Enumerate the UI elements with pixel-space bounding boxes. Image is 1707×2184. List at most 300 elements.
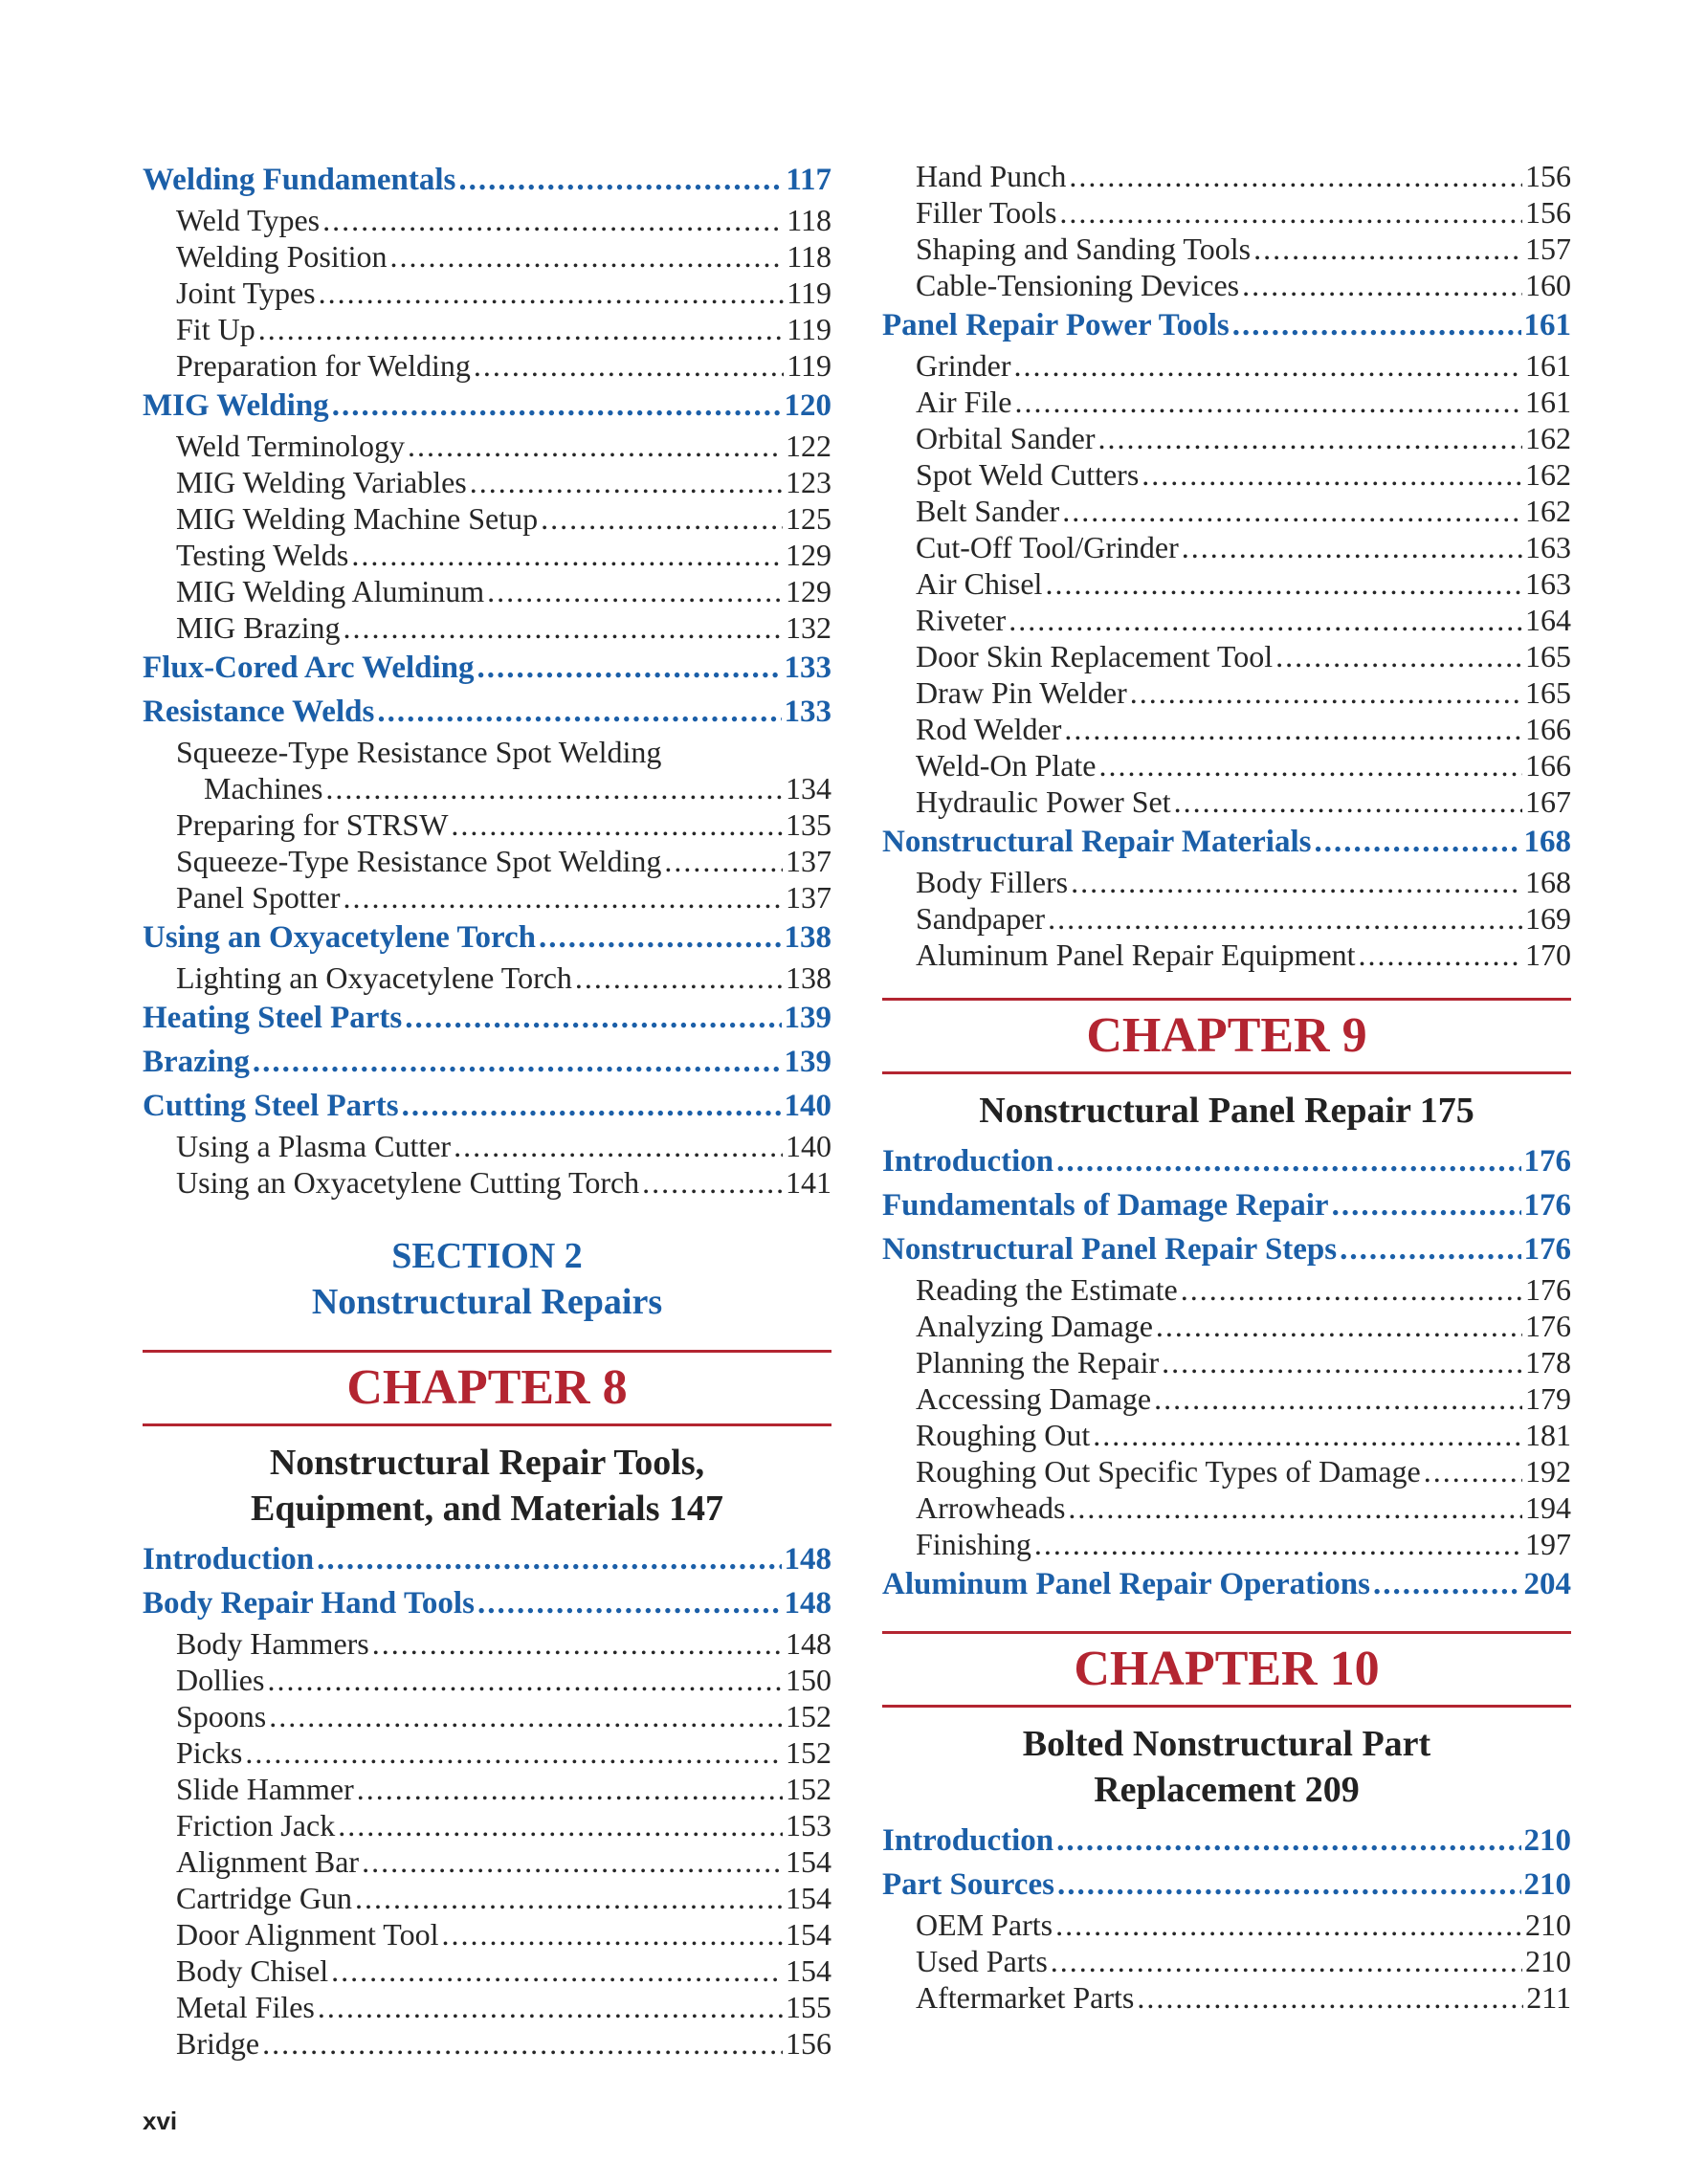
toc-entry-page: 152 xyxy=(786,1772,831,1806)
toc-entry-page: 118 xyxy=(787,239,831,274)
toc-entry-title: Used Parts xyxy=(916,1944,1048,1978)
chapter-label: CHAPTER 10 xyxy=(1074,1642,1380,1696)
toc-entry-page: 162 xyxy=(1525,457,1571,492)
toc-list xyxy=(882,1819,1571,2016)
toc-entry-title: Using an Oxyacetylene Torch xyxy=(143,920,537,955)
toc-entry[interactable] xyxy=(882,1344,1571,1380)
toc-entry-page: 133 xyxy=(784,695,831,729)
toc-entry-page: 164 xyxy=(1525,603,1571,637)
dot-leader xyxy=(470,464,783,500)
dot-leader xyxy=(1232,303,1521,347)
toc-entry[interactable] xyxy=(882,900,1571,937)
dot-leader xyxy=(1056,1139,1520,1183)
toc-entry-page: 135 xyxy=(786,807,831,842)
toc-entry-page: 168 xyxy=(1525,865,1571,899)
toc-entry-page: 134 xyxy=(786,771,831,805)
toc-entry-title: Riveter xyxy=(916,603,1007,637)
toc-right-column xyxy=(882,158,1571,2016)
toc-entry-title: Resistance Welds xyxy=(143,695,375,729)
dot-leader xyxy=(319,275,785,311)
toc-entry[interactable] xyxy=(882,267,1571,303)
dot-leader xyxy=(338,1807,783,1843)
toc-entry-title: Using an Oxyacetylene Cutting Torch xyxy=(176,1165,640,1200)
dot-leader xyxy=(442,1916,784,1952)
toc-entry-title: Welding Position xyxy=(176,239,388,274)
toc-entry[interactable] xyxy=(143,2025,831,2062)
toc-entry-title: Cutting Steel Parts xyxy=(143,1089,399,1123)
dot-leader xyxy=(458,158,783,202)
dot-leader xyxy=(1242,267,1522,303)
dot-leader xyxy=(1358,937,1522,973)
dot-leader xyxy=(1068,1489,1522,1526)
toc-entry-page: 148 xyxy=(784,1542,831,1577)
toc-entry-page: 120 xyxy=(784,388,831,423)
chapter-title-line: Nonstructural Panel Repair 175 xyxy=(979,1091,1474,1131)
toc-entry-title: Air Chisel xyxy=(916,566,1043,601)
toc-entry-page: 162 xyxy=(1525,494,1571,528)
chapter-rule-bottom xyxy=(882,1071,1571,1074)
toc-entry-title: Body Chisel xyxy=(176,1953,329,1988)
chapter-rule-bottom xyxy=(882,1705,1571,1708)
toc-entry-page: 210 xyxy=(1525,1944,1571,1978)
toc-entry[interactable] xyxy=(143,1662,831,1698)
toc-heading-entry[interactable] xyxy=(882,1227,1571,1271)
toc-entry-page: 156 xyxy=(786,2026,831,2061)
dot-leader xyxy=(1253,231,1522,267)
toc-heading-entry[interactable] xyxy=(143,1537,831,1581)
toc-heading-entry[interactable] xyxy=(882,1183,1571,1227)
toc-entry-page: 178 xyxy=(1525,1345,1571,1379)
toc-entry-wrapped[interactable] xyxy=(143,734,831,806)
toc-entry[interactable] xyxy=(882,231,1571,267)
toc-entry-page: 165 xyxy=(1525,639,1571,673)
toc-entry-title: Weld Types xyxy=(176,203,321,237)
dot-leader xyxy=(1056,1819,1520,1863)
toc-entry[interactable] xyxy=(143,311,831,347)
toc-entry-title: Cut-Off Tool/Grinder xyxy=(916,530,1179,564)
toc-heading-entry[interactable] xyxy=(143,158,831,202)
dot-leader xyxy=(355,1880,783,1916)
page-number: xvi xyxy=(143,2107,178,2135)
toc-entry-title: Fit Up xyxy=(176,312,255,346)
toc-heading-entry[interactable] xyxy=(143,996,831,1040)
toc-entry[interactable] xyxy=(143,347,831,384)
toc-entry-page: 162 xyxy=(1525,421,1571,455)
toc-entry-title: Squeeze-Type Resistance Spot Welding xyxy=(176,844,662,878)
toc-entry[interactable] xyxy=(143,537,831,573)
toc-list xyxy=(882,1139,1571,1606)
toc-entry-title: Spoons xyxy=(176,1699,267,1733)
toc-entry-page: 181 xyxy=(1525,1418,1571,1452)
toc-entry-page: 152 xyxy=(786,1735,831,1770)
toc-entry[interactable] xyxy=(143,1625,831,1662)
toc-entry-page: 122 xyxy=(786,429,831,463)
toc-entry-title: MIG Brazing xyxy=(176,610,341,645)
toc-entry[interactable] xyxy=(143,879,831,916)
dot-leader xyxy=(451,806,783,843)
toc-heading-entry[interactable] xyxy=(882,1819,1571,1863)
toc-entry-page: 210 xyxy=(1523,1823,1571,1858)
toc-entry-page: 192 xyxy=(1525,1454,1571,1489)
section-title: Nonstructural Repairs xyxy=(311,1282,663,1322)
toc-entry-title: Spot Weld Cutters xyxy=(916,457,1140,492)
dot-leader xyxy=(344,879,783,916)
dot-leader xyxy=(1142,456,1522,493)
toc-entry-title: Roughing Out Specific Types of Damage xyxy=(916,1454,1421,1489)
section-heading xyxy=(143,1233,831,1325)
dot-leader xyxy=(1181,1271,1522,1308)
toc-entry-page: 139 xyxy=(784,1001,831,1035)
toc-entry-title: Introduction xyxy=(882,1823,1054,1858)
toc-entry[interactable] xyxy=(882,420,1571,456)
toc-entry-page: 176 xyxy=(1523,1144,1571,1179)
toc-entry-title: Alignment Bar xyxy=(176,1844,360,1879)
toc-entry-title: Bridge xyxy=(176,2026,260,2061)
toc-entry[interactable] xyxy=(143,1916,831,1952)
toc-entry[interactable] xyxy=(882,1380,1571,1417)
toc-entry-title: Door Alignment Tool xyxy=(176,1917,439,1952)
toc-entry[interactable] xyxy=(143,843,831,879)
dot-leader xyxy=(1059,194,1522,231)
chapter-label: CHAPTER 9 xyxy=(1086,1008,1367,1063)
dot-leader xyxy=(253,1040,782,1084)
toc-entry-page: 119 xyxy=(787,348,831,383)
toc-heading-entry[interactable] xyxy=(882,1863,1571,1907)
toc-entry-title: Aftermarket Parts xyxy=(916,1980,1135,2015)
dot-leader xyxy=(1093,1417,1522,1453)
toc-entry[interactable] xyxy=(143,609,831,646)
toc-entry[interactable] xyxy=(143,1164,831,1201)
toc-entry-title: Nonstructural Panel Repair Steps xyxy=(882,1232,1338,1267)
dot-leader xyxy=(377,690,781,734)
toc-heading-entry[interactable] xyxy=(143,690,831,734)
toc-entry-title: Fundamentals of Damage Repair xyxy=(882,1188,1329,1223)
toc-entry[interactable] xyxy=(143,202,831,238)
toc-heading-entry[interactable] xyxy=(882,1139,1571,1183)
dot-leader xyxy=(1051,1943,1522,1979)
toc-entry-title: Picks xyxy=(176,1735,243,1770)
toc-entry[interactable] xyxy=(143,960,831,996)
toc-entry-page: 163 xyxy=(1525,566,1571,601)
toc-entry-title: Nonstructural Repair Materials xyxy=(882,825,1312,859)
dot-leader xyxy=(1062,493,1522,529)
toc-entry-page: 154 xyxy=(786,1881,831,1915)
chapter-title-line: Replacement 209 xyxy=(1094,1770,1360,1810)
toc-entry-title: Air File xyxy=(916,385,1012,419)
dot-leader xyxy=(1156,1308,1522,1344)
dot-leader xyxy=(1340,1227,1520,1271)
toc-entry-page: 150 xyxy=(786,1663,831,1697)
dot-leader xyxy=(477,1581,782,1625)
toc-entry-page: 129 xyxy=(786,538,831,572)
chapter-9-header xyxy=(882,998,1571,1074)
toc-entry-title: Panel Repair Power Tools xyxy=(882,308,1230,342)
dot-leader xyxy=(1048,900,1522,937)
dot-leader xyxy=(331,1952,783,1989)
chapter-8-header xyxy=(143,1350,831,1426)
toc-entry[interactable] xyxy=(143,464,831,500)
toc-entry[interactable] xyxy=(143,573,831,609)
dot-leader xyxy=(1332,1183,1521,1227)
dot-leader xyxy=(1182,529,1522,565)
dot-leader xyxy=(575,960,783,996)
toc-entry[interactable] xyxy=(143,806,831,843)
toc-entry[interactable] xyxy=(143,1734,831,1771)
toc-entry[interactable] xyxy=(882,711,1571,747)
dot-leader xyxy=(664,843,783,879)
toc-entry[interactable] xyxy=(882,602,1571,638)
dot-leader xyxy=(477,646,782,690)
toc-entry-title: Squeeze-Type Resistance Spot Welding xyxy=(176,735,662,769)
toc-entry-page: 141 xyxy=(786,1165,831,1200)
toc-heading-entry[interactable] xyxy=(143,646,831,690)
toc-heading-entry[interactable] xyxy=(143,384,831,428)
toc-entry-title: Door Skin Replacement Tool xyxy=(916,639,1274,673)
dot-leader xyxy=(390,238,785,275)
toc-entry-page: 163 xyxy=(1525,530,1571,564)
chapter-10-header xyxy=(882,1631,1571,1708)
dot-leader xyxy=(262,2025,783,2062)
toc-entry-page: 140 xyxy=(784,1089,831,1123)
toc-entry-page: 166 xyxy=(1525,748,1571,783)
toc-entry-title: Finishing xyxy=(916,1527,1031,1561)
toc-entry[interactable] xyxy=(882,1417,1571,1453)
toc-entry-page: 123 xyxy=(786,465,831,499)
toc-entry[interactable] xyxy=(143,1698,831,1734)
toc-entry-page: 125 xyxy=(786,501,831,536)
toc-entry[interactable] xyxy=(882,158,1571,194)
dot-leader xyxy=(408,428,783,464)
toc-entry-page: 160 xyxy=(1525,268,1571,302)
dot-leader xyxy=(258,311,785,347)
toc-entry-page: 153 xyxy=(786,1808,831,1842)
toc-entry-page: 118 xyxy=(787,203,831,237)
toc-entry[interactable] xyxy=(143,1128,831,1164)
toc-entry-page: 156 xyxy=(1525,195,1571,230)
toc-entry-page: 169 xyxy=(1525,901,1571,936)
toc-entry-title: Dollies xyxy=(176,1663,265,1697)
toc-entry[interactable] xyxy=(882,194,1571,231)
toc-entry-title-cont: Machines xyxy=(204,771,323,805)
dot-leader xyxy=(317,1537,781,1581)
toc-heading-entry[interactable] xyxy=(882,303,1571,347)
dot-leader xyxy=(454,1128,783,1164)
toc-entry-title: Introduction xyxy=(882,1144,1054,1179)
dot-leader xyxy=(474,347,784,384)
toc-entry-page: 140 xyxy=(786,1129,831,1163)
dot-leader xyxy=(1045,565,1522,602)
dot-leader xyxy=(1009,602,1522,638)
toc-entry[interactable] xyxy=(143,275,831,311)
toc-entry-page: 176 xyxy=(1525,1309,1571,1343)
toc-entry[interactable] xyxy=(882,1907,1571,1943)
toc-entry-page: 129 xyxy=(786,574,831,608)
toc-heading-entry[interactable] xyxy=(143,1581,831,1625)
toc-entry[interactable] xyxy=(882,1943,1571,1979)
toc-entry-title: Filler Tools xyxy=(916,195,1057,230)
toc-entry-page: 204 xyxy=(1523,1567,1571,1601)
toc-entry[interactable] xyxy=(882,1979,1571,2016)
toc-heading-entry[interactable] xyxy=(143,1084,831,1128)
toc-entry[interactable] xyxy=(882,529,1571,565)
toc-entry-title: Using a Plasma Cutter xyxy=(176,1129,452,1163)
toc-entry-title: Brazing xyxy=(143,1045,250,1079)
dot-leader xyxy=(245,1734,783,1771)
toc-entry-title: Preparing for STRSW xyxy=(176,807,449,842)
dot-leader xyxy=(1014,384,1522,420)
toc-entry-page: 157 xyxy=(1525,232,1571,266)
toc-entry-title: Cable-Tensioning Devices xyxy=(916,268,1240,302)
toc-entry[interactable] xyxy=(882,638,1571,674)
toc-entry-title: Roughing Out xyxy=(916,1418,1091,1452)
dot-leader xyxy=(372,1625,783,1662)
toc-entry-title: Weld Terminology xyxy=(176,429,405,463)
toc-entry-title: OEM Parts xyxy=(916,1908,1053,1942)
dot-leader xyxy=(325,770,783,806)
toc-entry[interactable] xyxy=(882,1308,1571,1344)
dot-leader xyxy=(1154,1380,1522,1417)
toc-entry[interactable] xyxy=(882,1453,1571,1489)
toc-entry-title: MIG Welding Machine Setup xyxy=(176,501,539,536)
toc-entry-title: Weld-On Plate xyxy=(916,748,1097,783)
dot-leader xyxy=(1098,747,1522,783)
toc-entry-page: 154 xyxy=(786,1917,831,1952)
toc-entry-page: 138 xyxy=(784,920,831,955)
toc-entry-title: Analyzing Damage xyxy=(916,1309,1153,1343)
dot-leader xyxy=(1055,1907,1522,1943)
toc-entry-title: MIG Welding Aluminum xyxy=(176,574,485,608)
toc-entry[interactable] xyxy=(882,384,1571,420)
dot-leader xyxy=(487,573,783,609)
toc-entry-title: Aluminum Panel Repair Equipment xyxy=(916,938,1356,972)
toc-entry[interactable] xyxy=(143,1952,831,1989)
toc-entry[interactable] xyxy=(143,1843,831,1880)
toc-list xyxy=(882,158,1571,973)
toc-entry[interactable] xyxy=(882,493,1571,529)
toc-entry-page: 155 xyxy=(786,1990,831,2024)
toc-heading-entry[interactable] xyxy=(143,1040,831,1084)
toc-entry[interactable] xyxy=(882,747,1571,783)
toc-entry-title: Flux-Cored Arc Welding xyxy=(143,651,475,685)
toc-entry-title: Heating Steel Parts xyxy=(143,1001,403,1035)
toc-entry[interactable] xyxy=(882,565,1571,602)
toc-entry-title: Slide Hammer xyxy=(176,1772,354,1806)
toc-entry-title: Grinder xyxy=(916,348,1011,383)
toc-entry[interactable] xyxy=(143,1771,831,1807)
dot-leader xyxy=(344,609,783,646)
toc-heading-entry[interactable] xyxy=(882,1562,1571,1606)
toc-entry-page: 161 xyxy=(1525,348,1571,383)
dot-leader xyxy=(1162,1344,1522,1380)
dot-leader xyxy=(1424,1453,1522,1489)
toc-entry-title: Lighting an Oxyacetylene Torch xyxy=(176,960,572,995)
dot-leader xyxy=(1034,1526,1522,1562)
toc-entry[interactable] xyxy=(882,783,1571,820)
toc-entry-page: 161 xyxy=(1523,308,1571,342)
toc-entry-title: Planning the Repair xyxy=(916,1345,1160,1379)
dot-leader xyxy=(1057,1863,1521,1907)
toc-entry-page: 179 xyxy=(1525,1381,1571,1416)
chapter-title-line: Bolted Nonstructural Part xyxy=(1022,1724,1431,1764)
toc-entry[interactable] xyxy=(143,1807,831,1843)
toc-entry-page: 117 xyxy=(786,163,831,197)
toc-entry-page: 148 xyxy=(786,1626,831,1661)
chapter-title-line: Nonstructural Repair Tools, xyxy=(269,1443,705,1483)
toc-entry-page: 194 xyxy=(1525,1490,1571,1525)
toc-entry[interactable] xyxy=(882,674,1571,711)
toc-entry[interactable] xyxy=(882,864,1571,900)
toc-entry-title: Welding Fundamentals xyxy=(143,163,456,197)
toc-entry[interactable] xyxy=(143,1989,831,2025)
toc-entry-title: Aluminum Panel Repair Operations xyxy=(882,1567,1371,1601)
toc-entry[interactable] xyxy=(143,1880,831,1916)
toc-entry-title: Body Hammers xyxy=(176,1626,369,1661)
dot-leader xyxy=(267,1662,783,1698)
toc-entry-title: Rod Welder xyxy=(916,712,1062,746)
toc-entry-page: 148 xyxy=(784,1586,831,1621)
toc-entry-page: 166 xyxy=(1525,712,1571,746)
toc-entry[interactable] xyxy=(143,500,831,537)
toc-entry-title: Joint Types xyxy=(176,276,316,310)
toc-entry[interactable] xyxy=(143,428,831,464)
dot-leader xyxy=(332,384,782,428)
toc-entry-page: 137 xyxy=(786,844,831,878)
toc-entry-title: MIG Welding Variables xyxy=(176,465,467,499)
toc-entry-page: 197 xyxy=(1525,1527,1571,1561)
toc-entry[interactable] xyxy=(143,238,831,275)
toc-entry-page: 210 xyxy=(1525,1908,1571,1942)
chapter-title xyxy=(882,1088,1571,1134)
toc-entry-title: Accessing Damage xyxy=(916,1381,1152,1416)
dot-leader xyxy=(1137,1979,1523,2016)
toc-entry-title: Draw Pin Welder xyxy=(916,675,1127,710)
dot-leader xyxy=(539,916,781,960)
toc-heading-entry[interactable] xyxy=(882,820,1571,864)
toc-entry-title: Arrowheads xyxy=(916,1490,1066,1525)
dot-leader xyxy=(1174,783,1522,820)
toc-entry-page: 154 xyxy=(786,1953,831,1988)
dot-leader xyxy=(1064,711,1522,747)
toc-entry-page: 154 xyxy=(786,1844,831,1879)
toc-entry[interactable] xyxy=(882,456,1571,493)
toc-entry-title: Metal Files xyxy=(176,1990,315,2024)
toc-heading-entry[interactable] xyxy=(143,916,831,960)
toc-entry[interactable] xyxy=(882,1271,1571,1308)
toc-entry-page: 133 xyxy=(784,651,831,685)
toc-entry[interactable] xyxy=(882,1489,1571,1526)
toc-entry-title: Preparation for Welding xyxy=(176,348,471,383)
toc-left-column xyxy=(143,158,831,2062)
toc-entry-title: Body Repair Hand Tools xyxy=(143,1586,475,1621)
dot-leader xyxy=(541,500,783,537)
toc-entry-title: Body Fillers xyxy=(916,865,1069,899)
toc-list xyxy=(143,158,831,734)
toc-entry-page: 138 xyxy=(786,960,831,995)
dot-leader xyxy=(357,1771,783,1807)
toc-list xyxy=(143,806,831,1201)
toc-entry-title: Panel Spotter xyxy=(176,880,341,915)
chapter-title-line: Equipment, and Materials 147 xyxy=(250,1489,724,1529)
toc-entry-page: 210 xyxy=(1523,1867,1571,1902)
toc-entry[interactable] xyxy=(882,1526,1571,1562)
dot-leader xyxy=(1130,674,1522,711)
section-number: SECTION 2 xyxy=(391,1236,583,1276)
toc-entry-title: Orbital Sander xyxy=(916,421,1096,455)
dot-leader xyxy=(1098,420,1523,456)
toc-entry-page: 168 xyxy=(1523,825,1571,859)
toc-entry[interactable] xyxy=(882,347,1571,384)
toc-entry[interactable] xyxy=(882,937,1571,973)
